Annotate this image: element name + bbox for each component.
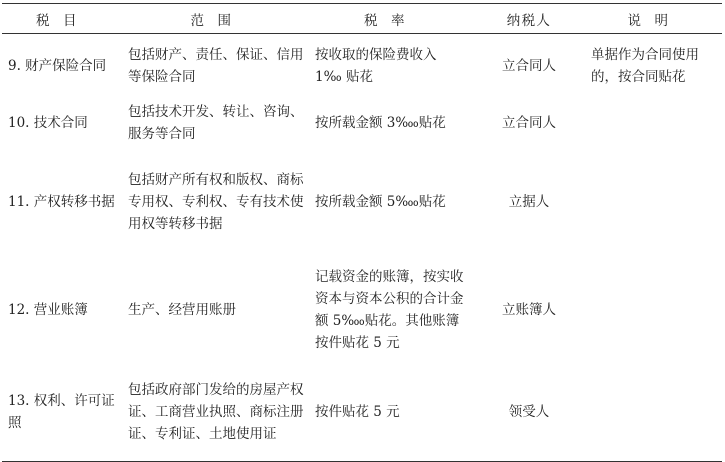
cell-item: 11. 产权转移书据 [8, 193, 115, 210]
table-row [2, 364, 722, 462]
table-row [2, 98, 722, 148]
cell-rate: 按所载金额 3‱贴花 [315, 114, 446, 131]
cell-scope: 生产、经营用账册 [128, 301, 236, 318]
cell-payer: 立据人 [508, 193, 550, 210]
header-payer: 纳税人 [471, 4, 587, 34]
cell-note [587, 364, 722, 462]
table-row [2, 148, 722, 256]
cell-rate: 按所载金额 5‱贴花 [315, 193, 446, 210]
cell-scope: 包括技术开发、转让、咨询、服务等合同 [128, 103, 304, 142]
cell-note [587, 98, 722, 148]
cell-item: 10. 技术合同 [8, 114, 88, 131]
cell-rate: 按收取的保险费收入 1‰ 贴花 [315, 46, 437, 85]
stamp-duty-table [2, 3, 722, 462]
header-rate: 税率 [311, 4, 471, 34]
cell-payer: 领受人 [471, 364, 587, 462]
table-header-row [2, 4, 722, 34]
cell-note: 单据作为合同使用的，按合同贴花 [591, 46, 699, 85]
header-note: 说明 [587, 4, 722, 34]
cell-item: 9. 财产保险合同 [8, 57, 107, 74]
cell-payer: 立账簿人 [502, 301, 556, 318]
cell-scope: 包括财产、责任、保证、信用等保险合同 [128, 46, 304, 85]
header-item: 税目 [2, 4, 124, 34]
cell-item: 13. 权利、许可证照 [2, 364, 124, 462]
cell-note [587, 148, 722, 256]
table-row [2, 34, 722, 98]
cell-item: 12. 营业账簿 [8, 301, 88, 318]
cell-payer: 立合同人 [502, 114, 556, 131]
cell-rate: 记载资金的账簿，按实收资本与资本公积的合计金额 5‱贴花。其他账簿按件贴花 5 元 [315, 268, 464, 351]
cell-note [587, 256, 722, 364]
cell-scope: 包括财产所有权和版权、商标专用权、专利权、专有技术使用权等转移书据 [128, 171, 304, 232]
cell-payer: 立合同人 [502, 57, 556, 74]
cell-rate: 按件贴花 5 元 [311, 364, 471, 462]
cell-scope: 包括政府部门发给的房屋产权证、工商营业执照、商标注册证、专利证、土地使用证 [124, 364, 311, 462]
table-row [2, 256, 722, 364]
header-scope: 范围 [124, 4, 311, 34]
